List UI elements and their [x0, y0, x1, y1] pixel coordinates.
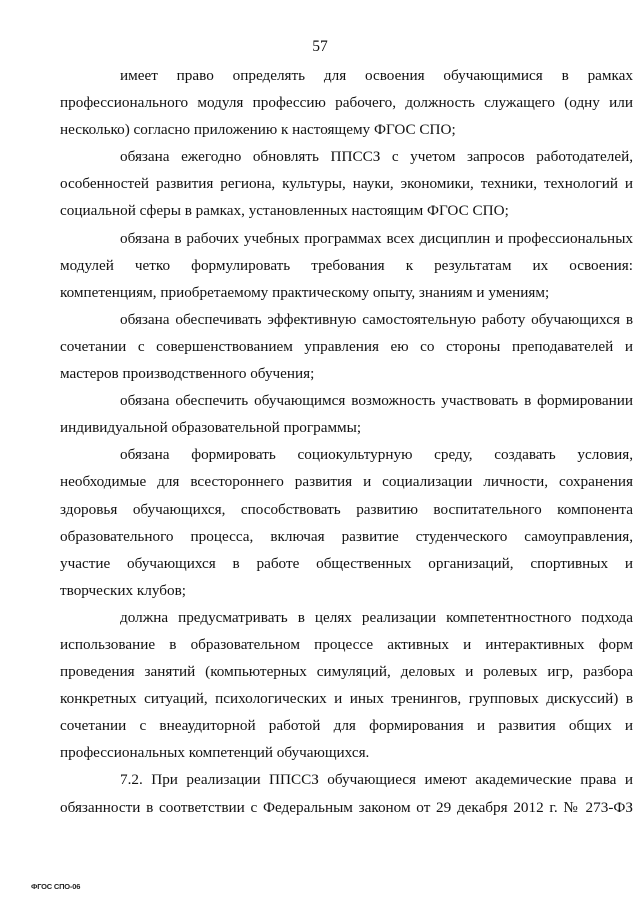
text-line: обязана в рабочих учебных программах всех дисциплин и профессиональных [120, 229, 633, 247]
text-line: несколько) согласно приложению к настоящему ФГОС СПО; [60, 121, 456, 139]
paragraph [60, 306, 633, 387]
text-line: образовательного процесса, включая развитие студенческого самоуправления, [60, 527, 633, 545]
text-line: сочетании с совершенствованием управления ею со стороны преподавателей и [60, 337, 633, 355]
text-line: проведения занятий (компьютерных симуляций, деловых и ролевых игр, разбора [60, 663, 633, 681]
text-line: профессиональных компетенций обучающихся. [60, 744, 370, 762]
paragraph [60, 441, 633, 604]
text-line: необходимые для всестороннего развития и социализации личности, сохранения [60, 473, 633, 491]
paragraph [60, 143, 633, 224]
text-line: индивидуальной образовательной программы; [60, 419, 362, 437]
text-line: 7.2. При реализации ППССЗ обучающиеся имеют академические права и [120, 771, 633, 789]
text-line: конкретных ситуаций, психологических и иных тренингов, групповых дискуссий) в [60, 690, 633, 708]
paragraph [60, 387, 633, 441]
text-line: профессионального модуля профессию рабочего, должность служащего (одну или [60, 94, 633, 112]
page-number: 57 [312, 38, 328, 55]
paragraph [60, 225, 633, 306]
text-line: компетенциям, приобретаемому практическому опыту, знаниям и умениям; [60, 283, 550, 301]
text-line: участие обучающихся в работе общественных организаций, спортивных и [60, 554, 633, 572]
text-line: модулей четко формулировать требования к результатам их освоения: [60, 256, 633, 274]
text-line: использование в образовательном процессе активных и интерактивных форм [60, 635, 633, 653]
text-line: обязана обеспечить обучающимся возможность участвовать в формировании [120, 392, 633, 410]
text-line: имеет право определять для освоения обучающимися в рамках [120, 67, 633, 84]
text-line: обязана ежегодно обновлять ППССЗ с учетом запросов работодателей, [120, 148, 633, 166]
text-line: обязана формировать социокультурную среду, создавать условия, [120, 446, 633, 464]
paragraph [60, 766, 633, 820]
text-line: обязанности в соответствии с Федеральным законом от 29 декабря 2012 г. № 273-ФЗ [60, 798, 633, 816]
footer-label: ФГОС СПО-06 [31, 882, 81, 891]
text-line: здоровья обучающихся, способствовать развитию воспитательного компонента [60, 500, 633, 518]
text-line: должна предусматривать в целях реализации компетентностного подхода [120, 608, 633, 626]
body-text [60, 62, 633, 821]
text-line: особенностей развития региона, культуры, науки, экономики, техники, технологий и [60, 175, 633, 193]
text-line: обязана обеспечивать эффективную самостоятельную работу обучающихся в [120, 310, 633, 328]
text-line: творческих клубов; [60, 581, 186, 599]
paragraph [60, 604, 633, 767]
text-line: социальной сферы в рамках, установленных настоящим ФГОС СПО; [60, 202, 509, 220]
paragraph [60, 62, 633, 143]
text-line: мастеров производственного обучения; [60, 365, 315, 383]
text-line: сочетании с внеаудиторной работой для формирования и развития общих и [60, 717, 633, 735]
